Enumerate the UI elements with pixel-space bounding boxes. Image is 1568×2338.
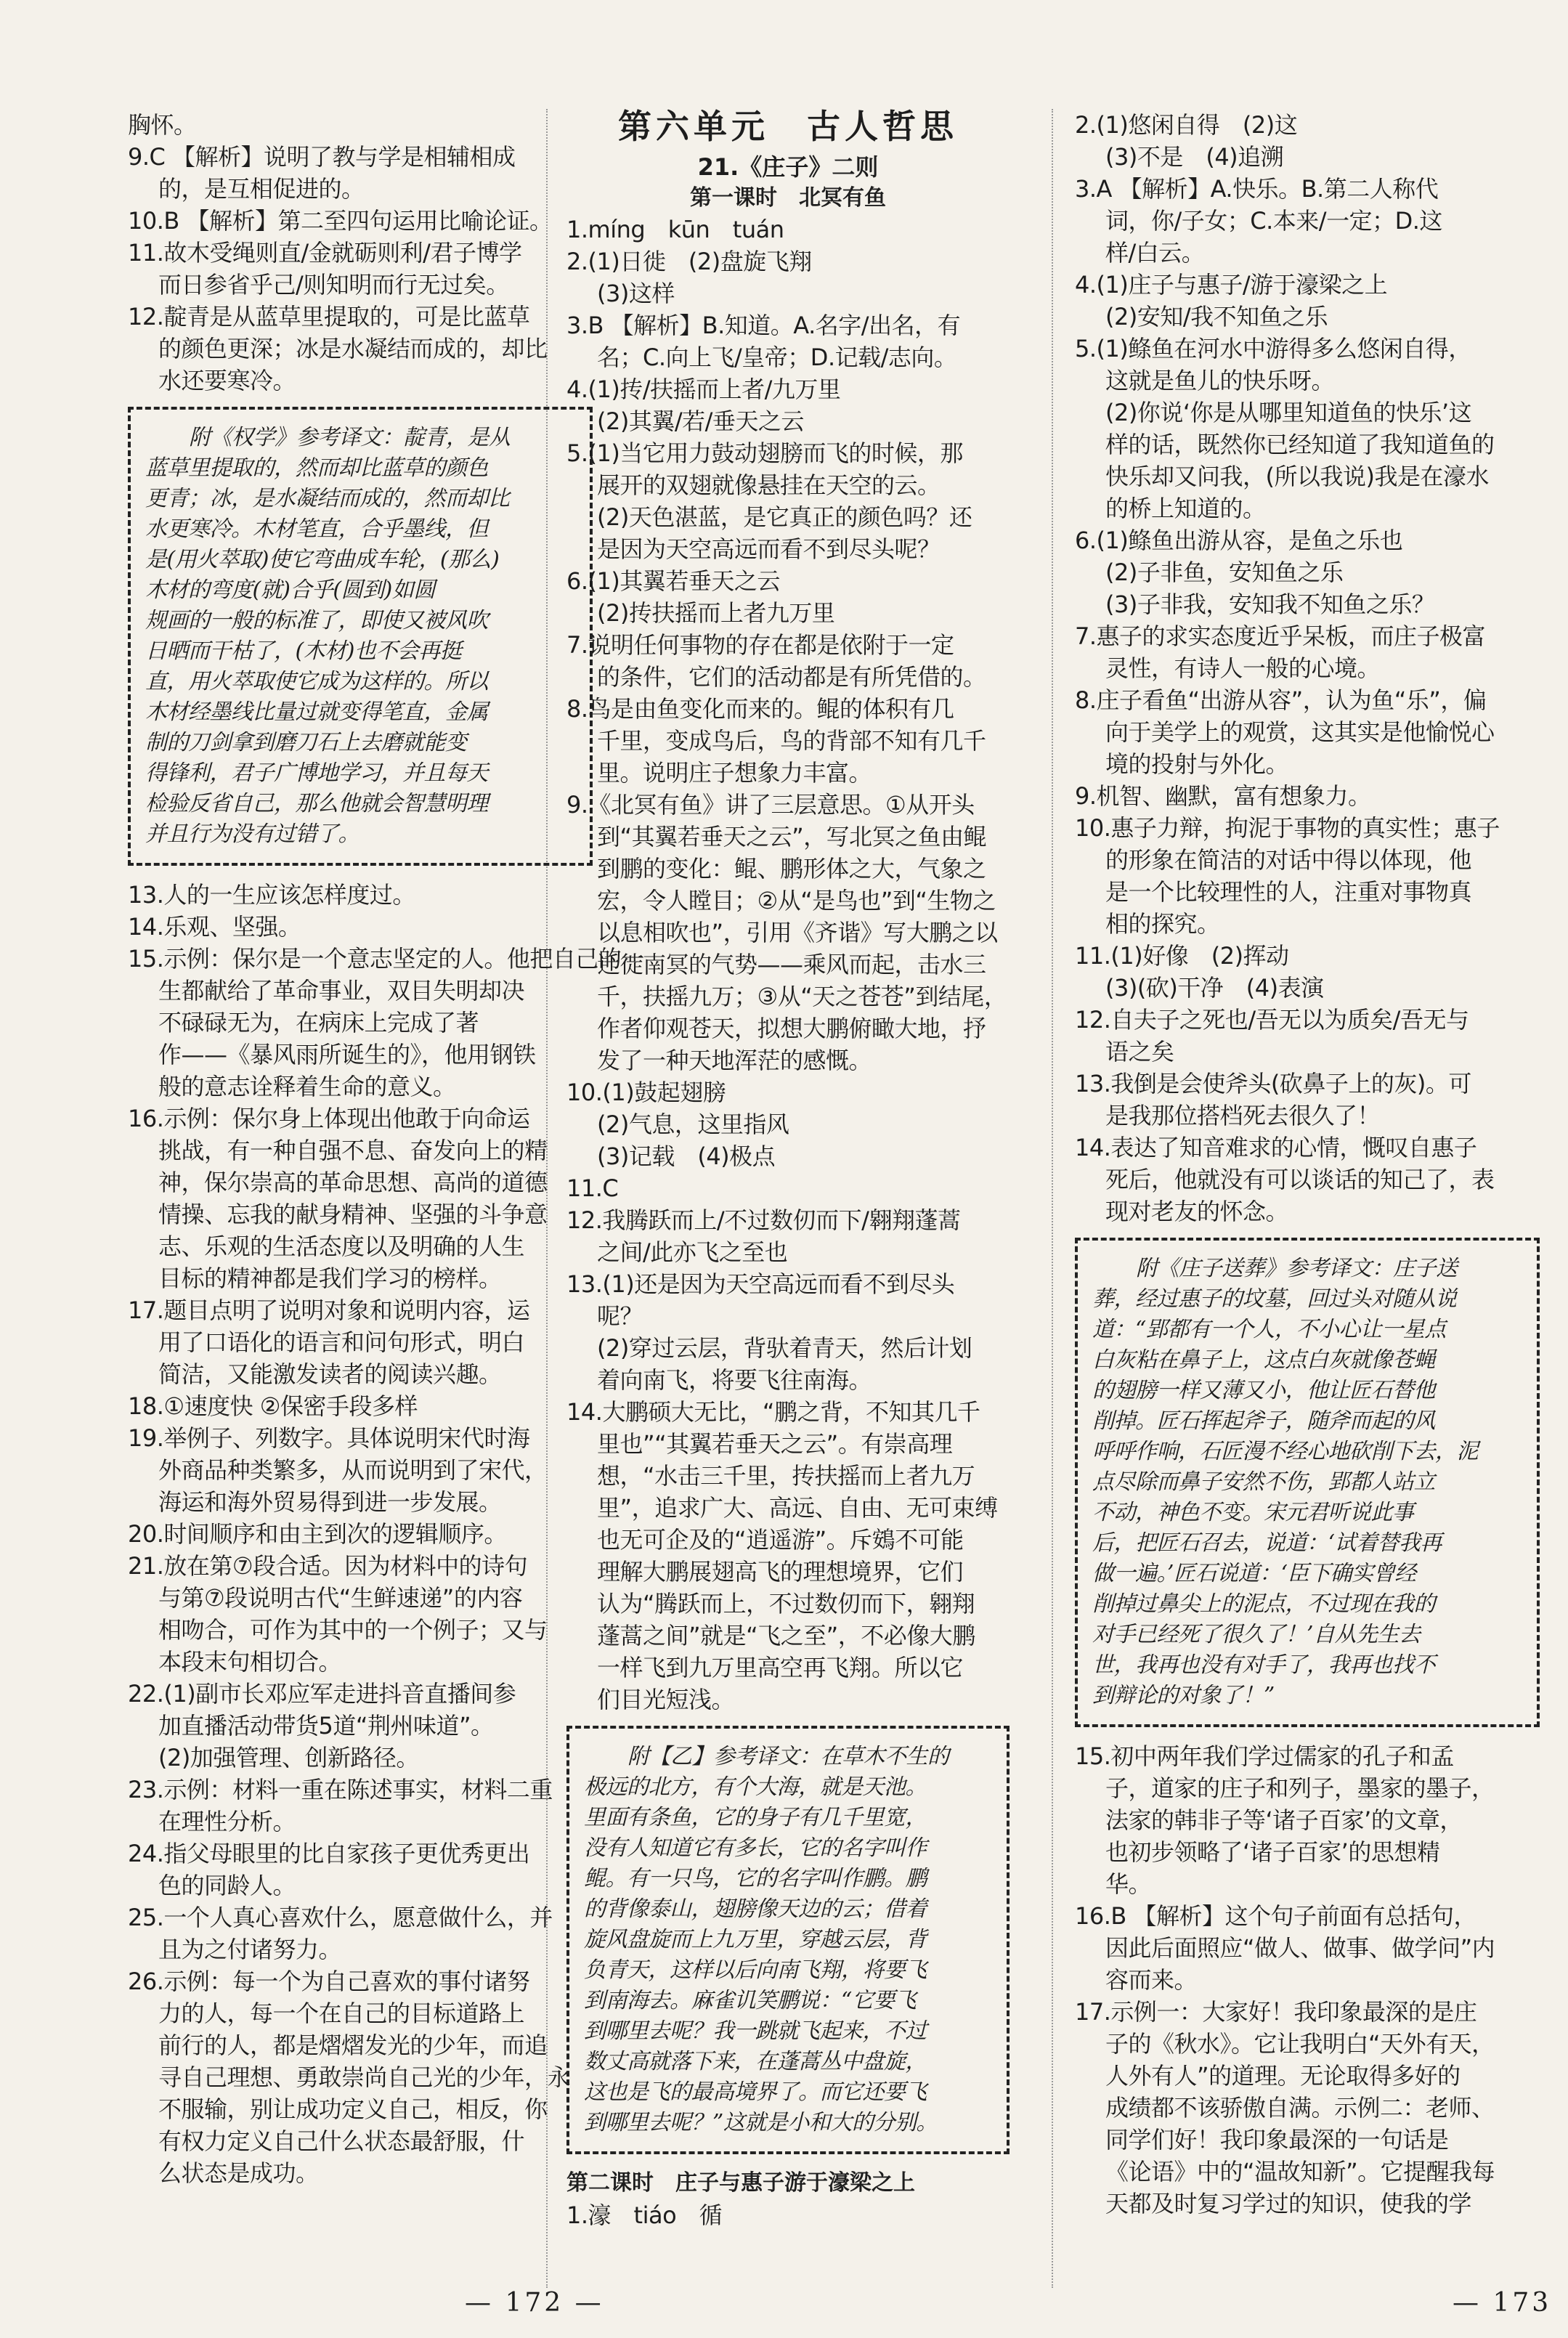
note-line: 鲲。有一只鸟，它的名字叫作鹏。鹏 (584, 1866, 927, 1891)
note-line: 削掉过鼻尖上的泥点，不过现在我的 (1092, 1591, 1435, 1617)
answer-line: (2)穿过云层，背驮着青天，然后计划 (597, 1334, 972, 1362)
answer-line: 华。 (1105, 1870, 1152, 1898)
answer-line: 13.(1)还是因为天空高远而看不到尽头 (566, 1270, 955, 1298)
answer-line: 6.(1)鲦鱼出游从容，是鱼之乐也 (1075, 527, 1403, 554)
note-line: 的背像泰山，翅膀像天边的云；借着 (584, 1896, 927, 1922)
answer-line: 作——《暴风雨所诞生的》，他用钢铁 (158, 1041, 536, 1068)
answer-line: 寻自己理想、勇敢崇尚自己光的少年，永 (158, 2063, 571, 2091)
note-line: 旋风盘旋而上九万里，穿越云层，背 (584, 1927, 927, 1952)
answer-line: 理解大鹏展翅高飞的理想境界，它们 (597, 1558, 964, 1586)
answer-line: 人外有人”的道理。无论取得多好的 (1105, 2062, 1461, 2090)
answer-line: 现对老友的怀念。 (1105, 1198, 1289, 1225)
answer-line: 千里，变成鸟后，鸟的背部不知有几千 (597, 727, 986, 755)
answer-line: 词，你/子女；C.本来/一定；D.这 (1105, 207, 1442, 235)
answer-line: 8.庄子看鱼“出游从容”，认为鱼“乐”，偏 (1075, 686, 1487, 714)
answer-line: 在理性分析。 (158, 1808, 296, 1835)
answer-line: 目标的精神都是我们学习的榜样。 (158, 1265, 502, 1292)
answer-line: 7.说明任何事物的存在都是依附于一定 (566, 631, 954, 659)
answer-line: 死后，他就没有可以谈话的知己了，表 (1105, 1166, 1495, 1193)
answers-block (566, 2199, 1010, 2231)
answer-line: (2)你说‘你是从哪里知道鱼的快乐’这 (1105, 399, 1472, 426)
answer-line: (3)这样 (597, 280, 675, 307)
answer-line: 么状态是成功。 (158, 2159, 319, 2187)
note-line: 极远的北方，有个大海，就是天池。 (584, 1774, 927, 1800)
answer-line: (2)子非鱼，安知鱼之乐 (1105, 559, 1344, 586)
page-number-left: — 172 — (465, 2288, 604, 2318)
answer-line: 《论语》中的“温故知新”。它提醒我每 (1105, 2158, 1495, 2185)
answer-line: 17.示例一：大家好！我印象最深的是庄 (1075, 1998, 1477, 2026)
answer-line: 展开的双翅就像悬挂在天空的云。 (597, 471, 941, 499)
answer-line: 5.(1)鲦鱼在河水中游得多么悠闲自得， (1075, 335, 1471, 362)
answer-line: 本段末句相切合。 (158, 1648, 342, 1676)
answer-line: 4.(1)庄子与惠子/游于濠梁之上 (1075, 271, 1388, 299)
answer-line: 发了一种天地浑茫的感慨。 (597, 1047, 872, 1074)
answer-line: 子的《秋水》。它让我明白“天外有天， (1105, 2030, 1495, 2058)
answer-line: (2)加强管理、创新路径。 (158, 1744, 419, 1771)
answer-line: 15.初中两年我们学过儒家的孔子和孟 (1075, 1742, 1454, 1770)
answer-line: (3)不是 (4)追溯 (1105, 143, 1284, 171)
answer-line: 13.人的一生应该怎样度过。 (128, 881, 415, 909)
answer-line: 情操、忘我的献身精神、坚强的斗争意 (158, 1201, 548, 1228)
answer-line: 10.惠子力辩，拘泥于事物的真实性；惠子 (1075, 814, 1500, 842)
note-line: 到哪里去呢？”这就是小和大的分别。 (584, 2110, 938, 2135)
answer-line: 16.B 【解析】这个句子前面有总括句， (1075, 1902, 1477, 1930)
answer-line: (2)天色湛蓝，是它真正的颜色吗？还 (597, 503, 972, 531)
answer-line: 到鹏的变化：鲲、鹏形体之大，气象之 (597, 855, 986, 882)
answers-block (128, 879, 644, 2189)
note-line: 到南海去。麻雀讥笑鹏说：“它要飞 (584, 1988, 917, 2013)
answer-line: 23.示例：材料一重在陈述事实，材料二重 (128, 1776, 553, 1803)
note-line: 负青天，这样以后向南飞翔，将要飞 (584, 1957, 927, 1983)
answer-line: 9.《北冥有鱼》讲了三层意思。①从开头 (566, 791, 975, 819)
answer-line: 也无可企及的“逍遥游”。斥鴳不可能 (597, 1526, 964, 1554)
answer-line: 色的同龄人。 (158, 1872, 296, 1899)
answer-line: 14.大鹏硕大无比，“鹏之背，不知其几千 (566, 1398, 980, 1426)
answer-line: 同学们好！我印象最深的一句话是 (1105, 2126, 1449, 2154)
answer-line: (3)(砍)干净 (4)表演 (1105, 974, 1324, 1002)
answer-line: 里也”“其翼若垂天之云”。有崇高理 (597, 1430, 953, 1458)
answer-line: 水还要寒冷。 (158, 367, 296, 394)
answer-line: 10.B 【解析】第二至四句运用比喻论证。 (128, 207, 553, 235)
note-line: 削掉。匠石挥起斧子，随斧而起的风 (1092, 1408, 1435, 1434)
unit-title: 第六单元 古人哲思 (618, 107, 958, 146)
answer-line: 5.(1)当它用力鼓动翅膀而飞的时候，那 (566, 439, 963, 467)
answer-line: 26.示例：每一个为自己喜欢的事付诸努 (128, 1968, 530, 1995)
answer-line: 相吻合，可作为其中的一个例子；又与 (158, 1616, 548, 1644)
answer-line: 9.C 【解析】说明了教与学是相辅相成 (128, 143, 516, 171)
note-line: 到辩论的对象了！” (1092, 1683, 1275, 1708)
answer-line: 蓬蒿之间”就是“飞之至”，不必像大鹏 (597, 1622, 975, 1649)
answer-line: 千，扶摇九万；③从“天之苍苍”到结尾， (597, 983, 1007, 1010)
note-line: 检验反省自己，那么他就会智慧明理 (145, 791, 488, 816)
note-line: 没有人知道它有多长，它的名字叫作 (584, 1835, 927, 1861)
answer-line: 10.(1)鼓起翅膀 (566, 1079, 726, 1106)
note-line: 制的刀剑拿到磨刀石上去磨就能变 (145, 730, 467, 755)
answer-line: (2)安知/我不知鱼之乐 (1105, 303, 1328, 330)
answer-line: 法家的韩非子等‘诸子百家’的文章， (1105, 1806, 1463, 1834)
answer-line: 21.放在第⑦段合适。因为材料中的诗句 (128, 1552, 528, 1580)
answer-line: 14.表达了知音难求的心情，慨叹自惠子 (1075, 1134, 1477, 1161)
answer-line: 外商品种类繁多，从而说明到了宋代， (158, 1456, 548, 1484)
note-line: 呼呼作响，石匠漫不经心地砍削下去，泥 (1092, 1439, 1478, 1464)
answer-line: 不碌碌无为，在病床上完成了著 (158, 1009, 479, 1036)
answer-line: 呢？ (597, 1302, 643, 1330)
note-line: 得锋利，君子广博地学习，并且每天 (145, 760, 488, 786)
answer-line: 2.(1)日徙 (2)盘旋飞翔 (566, 248, 812, 275)
answer-line: 胸怀。 (128, 111, 197, 139)
answer-line: 到“其翼若垂天之云”，写北冥之鱼由鲲 (597, 823, 987, 851)
answer-line: 24.指父母眼里的比自家孩子更优秀更出 (128, 1840, 530, 1867)
answer-line: 有权力定义自己什么状态最舒服，什 (158, 2127, 525, 2155)
note-line: 蓝草里提取的，然而却比蓝草的颜色 (145, 455, 488, 481)
answer-line: 认为“腾跃而上，不过数仞而下，翱翔 (597, 1590, 975, 1617)
answer-line: 的桥上知道的。 (1105, 495, 1266, 522)
note-line: 里面有条鱼，它的身子有几千里宽， (584, 1805, 927, 1830)
note-line: 这也是飞的最高境界了。而它还要飞 (584, 2079, 927, 2105)
section-heading: 第二课时 庄子与惠子游于濠梁之上 (566, 2170, 915, 2196)
answer-line: 的颜色更深；冰是水凝结而成的，却比 (158, 335, 548, 362)
answer-line: 是我那位搭档死去很久了！ (1105, 1102, 1381, 1129)
answer-line: 以息相吹也”，引用《齐谐》写大鹏之以 (597, 919, 998, 946)
answer-line: 里”，追求广大、高远、自由、无可束缚 (597, 1494, 998, 1522)
note-line: 数丈高就落下来，在蓬蒿丛中盘旋， (584, 2049, 927, 2074)
answer-line: 志、乐观的生活态度以及明确的人生 (158, 1233, 525, 1260)
note-line: 世，我再也没有对手了，我再也找不 (1092, 1652, 1435, 1678)
answer-line: 境的投射与外化。 (1105, 750, 1289, 778)
note-line: 道：“郢都有一个人，不小心让一星点 (1092, 1317, 1446, 1342)
answer-line: 挑战，有一种自强不息、奋发向上的精 (158, 1137, 548, 1164)
answer-line: 12.靛青是从蓝草里提取的，可是比蓝草 (128, 303, 530, 330)
translation-note-box (566, 1726, 1010, 2154)
note-line: 到哪里去呢？我一跳就飞起来，不过 (584, 2018, 927, 2044)
answer-line: 子，道家的庄子和列子，墨家的墨子， (1105, 1774, 1495, 1802)
answer-line: 15.示例：保尔是一个意志坚定的人。他把自己的一 (128, 945, 644, 973)
answer-line: 前行的人，都是熠熠发光的少年，而追 (158, 2031, 548, 2059)
answer-line: 2.(1)悠闲自得 (2)这 (1075, 111, 1298, 139)
answers-block (566, 214, 1010, 1716)
note-line: 后，把匠石召去，说道：‘试着替我再 (1092, 1530, 1442, 1556)
note-line: 木材的弯度(就)合乎(圆到)如圆 (145, 577, 435, 603)
answer-line: (2)抟扶摇而上者九万里 (597, 599, 835, 627)
note-line: 附《庄子送葬》参考译文：庄子送 (1136, 1256, 1458, 1281)
answer-line: 灵性，有诗人一般的心境。 (1105, 654, 1381, 682)
answer-line: 天都及时复习学过的知识，使我的学 (1105, 2190, 1472, 2217)
answer-line: 18.①速度快 ②保密手段多样 (128, 1392, 418, 1420)
answer-line: 般的意志诠释着生命的意义。 (158, 1073, 456, 1100)
answer-line: 25.一个人真心喜欢什么，愿意做什么，并 (128, 1904, 553, 1931)
answer-line: 而日参省乎己/则知明而行无过矣。 (158, 271, 509, 299)
answer-line: 1.míng kūn tuán (566, 216, 784, 243)
answer-line: 一样飞到九万里高空再飞翔。所以它 (597, 1654, 964, 1681)
answer-line: 简洁，又能激发读者的阅读兴趣。 (158, 1360, 502, 1388)
answer-line: 的，是互相促进的。 (158, 175, 365, 203)
note-line: 木材经墨线比量过就变得笔直，金属 (145, 699, 488, 725)
note-line: 对手已经死了很久了！’自从先生去 (1092, 1622, 1421, 1647)
note-line: 的翅膀一样又薄又小，他让匠石替他 (1092, 1378, 1435, 1403)
lesson-subtitle: 第一课时 北冥有鱼 (690, 185, 886, 211)
answer-line: 19.举例子、列数字。具体说明宋代时海 (128, 1424, 530, 1452)
note-line: 白灰粘在鼻子上，这点白灰就像苍蝇 (1092, 1347, 1435, 1373)
answer-line: 快乐却又问我，(所以我说)我是在濠水 (1105, 463, 1489, 490)
answer-line: 力的人，每一个在自己的目标道路上 (158, 2000, 525, 2027)
note-line: 直，用火萃取使它成为这样的。所以 (145, 669, 488, 694)
answer-line: 3.A 【解析】A.快乐。B.第二人称代 (1075, 175, 1439, 203)
note-line: 水更寒冷。木材笔直，合乎墨线，但 (145, 516, 488, 542)
answer-line: 迁徙南冥的气势——乘风而起，击水三 (597, 951, 986, 978)
answer-line: 加直播活动带货5道“荆州味道”。 (158, 1712, 494, 1740)
answer-line: (3)子非我，安知我不知鱼之乐？ (1105, 590, 1435, 618)
note-line: 是(用火萃取)使它弯曲成车轮，(那么) (145, 547, 500, 572)
answer-line: 成绩都不该骄傲自满。示例二：老师、 (1105, 2094, 1495, 2122)
answer-line: 是因为天空高远而看不到尽头呢？ (597, 535, 941, 563)
answer-line: 相的探究。 (1105, 910, 1220, 938)
translation-note-box (1075, 1238, 1540, 1727)
answer-line: 作者仰观苍天，拟想大鹏俯瞰大地，抒 (597, 1015, 986, 1042)
answer-line: 用了口语化的语言和问句形式，明白 (158, 1328, 525, 1356)
answer-line: 8.鸟是由鱼变化而来的。鲲的体积有几 (566, 695, 954, 723)
column-divider (1052, 109, 1053, 2288)
answer-line: 7.惠子的求实态度近乎呆板，而庄子极富 (1075, 622, 1486, 650)
answer-line: 与第⑦段说明古代“生鲜速递”的内容 (158, 1584, 523, 1612)
answer-line: 22.(1)副市长邓应军走进抖音直播间参 (128, 1680, 516, 1708)
note-line: 日晒而干枯了，(木材)也不会再挺 (145, 638, 462, 664)
answer-line: 11.C (566, 1174, 619, 1202)
answer-line: (2)其翼/若/垂天之云 (597, 407, 804, 435)
answer-line: 20.时间顺序和由主到次的逻辑顺序。 (128, 1520, 507, 1548)
answer-line: 17.题目点明了说明对象和说明内容，运 (128, 1296, 530, 1324)
note-line: 附《权学》参考译文：靛青，是从 (189, 425, 511, 450)
answers-block (1075, 109, 1540, 1227)
answer-line: 9.机智、幽默，富有想象力。 (1075, 782, 1371, 810)
answer-line: 11.(1)好像 (2)挥动 (1075, 942, 1289, 970)
answer-line: 1.濠 tiáo 循 (566, 2201, 723, 2229)
answer-line: 宏，令人瞠目；②从“是鸟也”到“生物之 (597, 887, 996, 914)
answer-line: 的形象在简洁的对话中得以体现，他 (1105, 846, 1472, 874)
answer-line: 着向南飞，将要飞往南海。 (597, 1366, 872, 1394)
answer-line: 神，保尔崇高的革命思想、高尚的道德 (158, 1169, 548, 1196)
answer-line: 14.乐观、坚强。 (128, 913, 301, 941)
answer-line: 的条件，它们的活动都是有所凭借的。 (597, 663, 986, 691)
note-line: 做一遍。’匠石说道：‘臣下确实曾经 (1092, 1561, 1416, 1586)
answer-line: 3.B 【解析】B.知道。A.名字/出名，有 (566, 312, 961, 339)
note-line: 附【乙】参考译文：在草木不生的 (627, 1744, 949, 1769)
answer-line: (3)记载 (4)极点 (597, 1142, 776, 1170)
note-line: 葬，经过惠子的坟墓，回过头对随从说 (1092, 1286, 1457, 1312)
note-line: 并且行为没有过错了。 (145, 821, 359, 847)
answer-line: 这就是鱼儿的快乐呀。 (1105, 367, 1335, 394)
answer-line: 不服输，别让成功定义自己，相反，你 (158, 2095, 548, 2123)
answer-line: 因此后面照应“做人、做事、做学问”内 (1105, 1934, 1495, 1962)
note-line: 更青；冰，是水凝结而成的，然而却比 (145, 486, 510, 511)
translation-note-box (128, 407, 593, 866)
answer-line: 是一个比较理性的人，注重对事物真 (1105, 878, 1472, 906)
answer-line: 容而来。 (1105, 1966, 1198, 1994)
note-line: 规画的一般的标准了，即使又被风吹 (145, 608, 488, 633)
answer-line: 12.我腾跃而上/不过数仞而下/翱翔蓬蒿 (566, 1206, 961, 1234)
answers-block (128, 109, 593, 397)
answer-line: 海运和海外贸易得到进一步发展。 (158, 1488, 502, 1516)
column-middle (566, 109, 1010, 2231)
answer-line: 6.(1)其翼若垂天之云 (566, 567, 780, 595)
answer-line: (2)气息，这里指风 (597, 1111, 789, 1138)
answer-line: 向于美学上的观赏，这其实是他愉悦心 (1105, 718, 1495, 746)
answer-line: 12.自夫子之死也/吾无以为质矣/吾无与 (1075, 1006, 1469, 1034)
column-right (1075, 109, 1540, 2220)
answer-line: 且为之付诸努力。 (158, 1936, 342, 1963)
answer-line: 语之矣 (1105, 1038, 1174, 1066)
answer-line: 们目光短浅。 (597, 1686, 735, 1713)
answer-line: 11.故木受绳则直/金就砺则利/君子博学 (128, 239, 522, 267)
lesson-title: 21.《庄子》二则 (697, 153, 879, 181)
answer-line: 名；C.向上飞/皇帝；D.记载/志向。 (597, 344, 957, 371)
answer-line: 样/白云。 (1105, 239, 1205, 267)
note-line: 点尽除而鼻子安然不伤，郢都人站立 (1092, 1469, 1435, 1495)
answer-line: 也初步领略了‘诸子百家’的思想精 (1105, 1838, 1440, 1866)
answer-line: 4.(1)抟/扶摇而上者/九万里 (566, 376, 841, 403)
answer-line: 之间/此亦飞之至也 (597, 1238, 788, 1266)
answer-line: 13.我倒是会使斧头(砍鼻子上的灰)。可 (1075, 1070, 1471, 1097)
answer-line: 样的话，既然你已经知道了我知道鱼的 (1105, 431, 1495, 458)
note-line: 不动，神色不变。宋元君听说此事 (1092, 1500, 1414, 1525)
answer-line: 想，“水击三千里，抟扶摇而上者九万 (597, 1462, 975, 1490)
page-number-right: — 173 (1453, 2288, 1552, 2318)
answers-block (1075, 1740, 1540, 2220)
answer-line: 16.示例：保尔身上体现出他敢于向命运 (128, 1105, 530, 1132)
answer-line: 生都献给了革命事业，双目失明却决 (158, 977, 525, 1004)
answer-line: 里。说明庄子想象力丰富。 (597, 759, 872, 787)
